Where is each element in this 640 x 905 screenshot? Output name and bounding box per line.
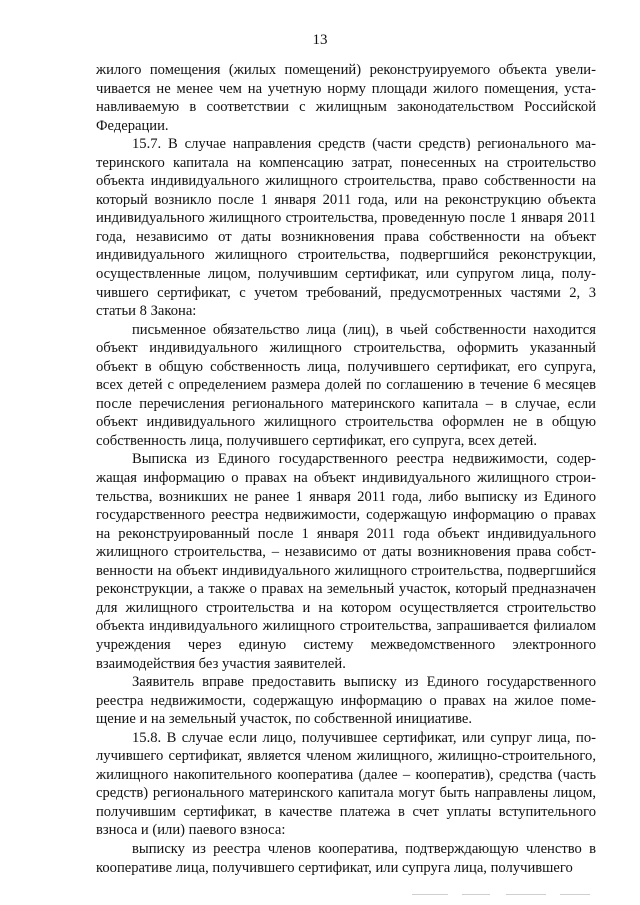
paragraph-continuation: жилого помещения (жилых помещений) реконструируемого объекта увеличивается не менее чем на учетную норму площади жилого помещения, устанавливаемую в соответствии с жилищным законодательством Российской Федерации.: [96, 62, 596, 134]
paragraph-15-8: 15.8. В случае если лицо, получившее сертификат, или супруг лица, получившего сертификат, является членом жилищного, жилищно-строительного, жилищного накопительного кооператива (далее – кооператив), средства (часть средств) регионального материнского капитала могут быть направлены лицом, получившим сертификат, в качестве платежа в счет уплаты вступительного взноса и (или) паевого взноса:: [96, 729, 596, 839]
paragraph-15-7: 15.7. В случае направления средств (части средств) регионального материнского капитала на компенсацию затрат, понесенных на строительство объекта индивидуального жилищного строительства, право собственности на который возникло после 1 января 2011 года, или на реконструкцию объекта индивидуального жилищного строительства, проведенную после 1 января 2011 года, независимо от даты возникновения права собственности на объект индивидуального жилищного строительства, подвергшийся реконструкции, осуществленные лицом, получившим сертификат, или супругом лица, получившего сертификат, с учетом требований, предусмотренных частями 2, 3 статьи 8 Закона:: [96, 136, 596, 320]
paragraph-applicant-right: Заявитель вправе предоставить выписку из Единого государственного реестра недвижимости, содержащую информацию о правах на жилое помещение и на земельный участок, по собственной инициативе.: [96, 674, 596, 728]
scan-artifact: [560, 894, 590, 895]
scan-artifact: [462, 894, 490, 895]
page-number: 13: [312, 32, 328, 48]
paragraph-written-obligation: письменное обязательство лица (лиц), в чьей собственности находится объект индивидуального жилищного строительства, оформить указанный объект в общую собственность лица, получившего сертификат, его супруга, всех детей с определением размера долей по соглашению в течение 6 месяцев после перечисления регионального материнского капитала – в случае, если объект индивидуального жилищного строительства оформлен не в общую собственность лица, получившего сертификат, его супруга, всех детей.: [96, 321, 596, 449]
scan-artifact: [506, 894, 546, 895]
scan-artifact: [412, 894, 448, 895]
paragraph-member-extract: выписку из реестра членов кооператива, подтверждающую членство в кооперативе лица, получившего сертификат, или супруга лица, получившего: [96, 840, 596, 876]
document-body: [96, 61, 596, 877]
paragraph-registry-extract: Выписка из Единого государственного реестра недвижимости, содержащая информацию о правах на объект индивидуального жилищного строительства, возникших не ранее 1 января 2011 года, либо выписку из Единого государственного реестра недвижимости, содержащую информацию о правах на реконструированный после 1 января 2011 года объект индивидуального жилищного строительства, – независимо от даты возникновения права собственности на объект индивидуального жилищного строительства, подвергшийся реконструкции, а также о правах на земельный участок, который предназначен для жилищного строительства и на котором осуществляется строительство объекта индивидуального жилищного строительства, запрашивается филиалом учреждения через единую систему межведомственного электронного взаимодействия без участия заявителей.: [96, 451, 596, 672]
